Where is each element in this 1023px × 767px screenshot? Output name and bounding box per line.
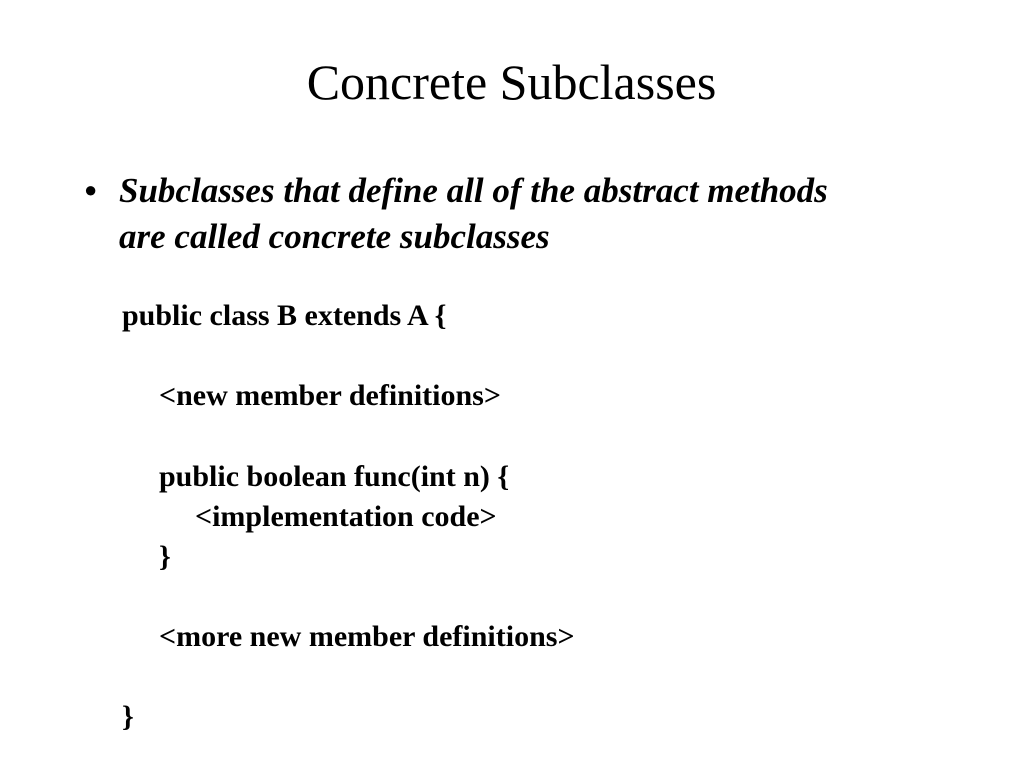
code-line-new-members: <new member definitions>	[159, 379, 501, 412]
code-line-implementation: <implementation code>	[195, 500, 497, 533]
slide-title: Concrete Subclasses	[306, 54, 717, 110]
code-line-class-close: }	[122, 700, 134, 733]
code-line-more-members: <more new member definitions>	[159, 620, 575, 653]
code-line-class-header: public class B extends A {	[122, 299, 447, 332]
bullet-text: Subclasses that define all of the abstract methods are called concrete subclasses	[119, 171, 828, 256]
code-line-method-close: }	[159, 540, 171, 573]
bullet-dot-icon: ●	[84, 177, 98, 202]
code-line-method-header: public boolean func(int n) {	[159, 460, 510, 493]
